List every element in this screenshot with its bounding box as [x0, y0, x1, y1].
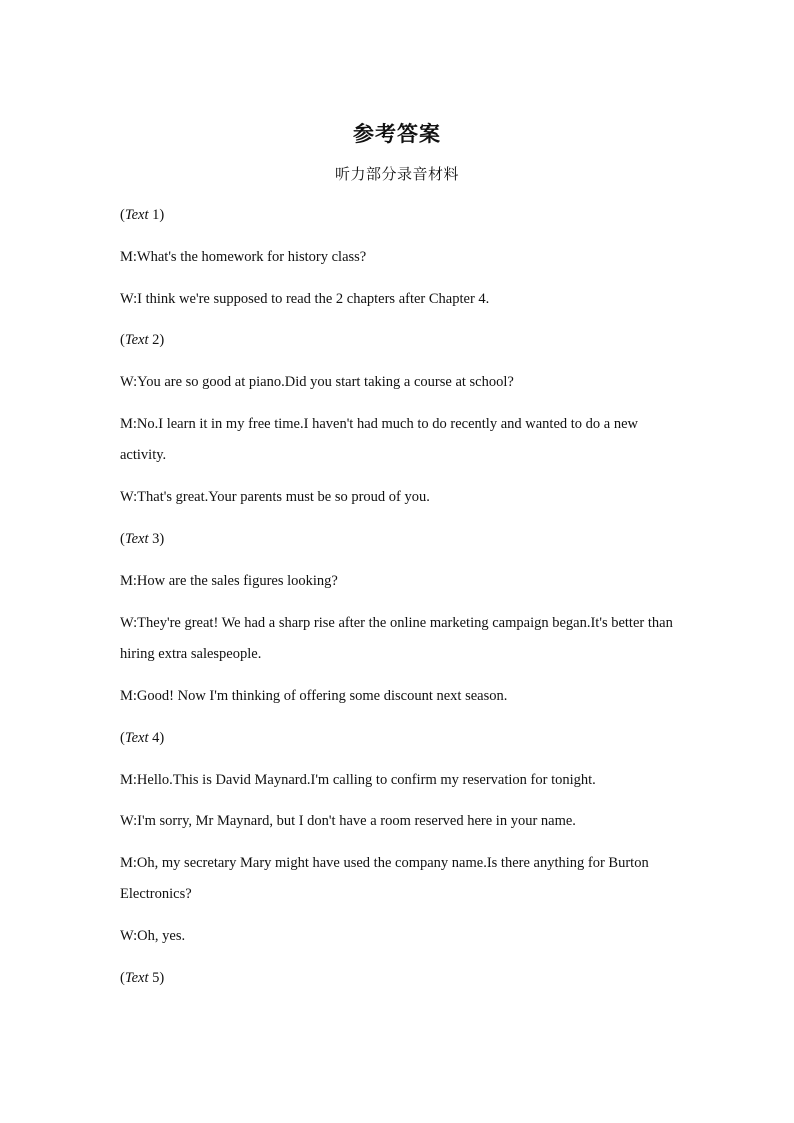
section-label-text-5: (Text 5) [120, 970, 165, 986]
dialogue-line: M:No.I learn it in my free time.I haven't had much to do recently and wanted to do a new activity. [120, 416, 639, 463]
section-tag: Text [124, 332, 149, 348]
dialogue-line: M:Oh, my secretary Mary might have used the company name.Is there anything for Burton Electronics? [120, 855, 649, 902]
section-label-text-2: (Text 2) [120, 332, 165, 348]
dialogue-line: W:You are so good at piano.Did you start taking a course at school? [120, 374, 514, 390]
dialogue-line: W:That's great.Your parents must be so proud of you. [120, 489, 430, 505]
dialogue-line: W:I'm sorry, Mr Maynard, but I don't have a room reserved here in your name. [120, 813, 576, 829]
dialogue-line: M:Good! Now I'm thinking of offering some discount next season. [120, 688, 508, 704]
section-tag: Text [124, 531, 149, 547]
section-label-text-3: (Text 3) [120, 531, 165, 547]
dialogue-line: W:I think we're supposed to read the 2 chapters after Chapter 4. [120, 291, 490, 307]
dialogue-line: M:How are the sales figures looking? [120, 573, 338, 589]
dialogue-line: W:Oh, yes. [120, 928, 186, 944]
section-tag: Text [124, 730, 149, 746]
section-tag: Text [124, 207, 149, 223]
dialogue-line: W:They're great! We had a sharp rise after the online marketing campaign began.It's better than hiring extra salespeople. [120, 615, 673, 662]
dialogue-line: M:Hello.This is David Maynard.I'm calling to confirm my reservation for tonight. [120, 772, 596, 788]
section-tag: Text [124, 970, 149, 986]
dialogue-line: M:What's the homework for history class? [120, 249, 367, 265]
page-title: 参考答案 [353, 122, 441, 146]
section-label-text-1: (Text 1) [120, 207, 165, 223]
section-label-text-4: (Text 4) [120, 730, 165, 746]
page-subtitle: 听力部分录音材料 [334, 165, 459, 183]
